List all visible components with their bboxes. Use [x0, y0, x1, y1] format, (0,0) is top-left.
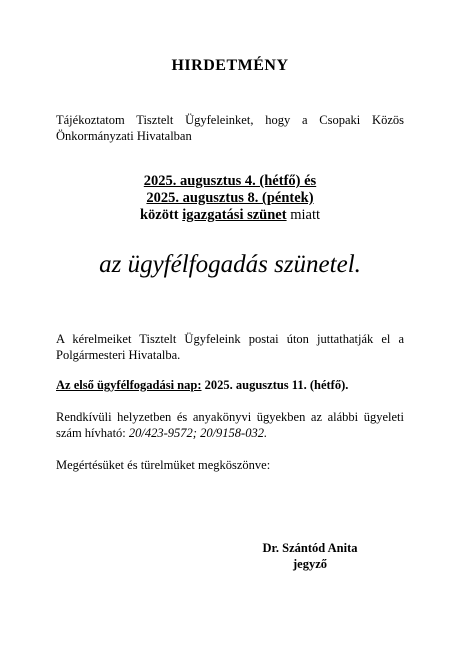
emergency-phones: 20/423-9572; 20/9158-032. — [128, 426, 268, 440]
between-word: között — [139, 207, 179, 223]
notice-title: HIRDETMÉNY — [171, 57, 289, 74]
closure-dates — [0, 173, 460, 224]
date-line-1: 2025. augusztus 4. (hétfő) és — [143, 173, 317, 189]
because-word: miatt — [290, 207, 321, 223]
emergency-text: Rendkívüli helyzetben és anyakönyvi ügyekben az alábbi ügyeleti szám hívható: — [56, 410, 404, 440]
signer-name: Dr. Szántód Anita — [262, 541, 358, 555]
closure-headline: az ügyfélfogadás szünetel. — [99, 251, 361, 278]
thanks-paragraph: Megértésüket és türelmüket megköszönve: — [56, 458, 271, 472]
signer-title: jegyző — [292, 557, 327, 571]
emergency-paragraph — [56, 409, 404, 441]
date-line-2: 2025. augusztus 8. (péntek) — [146, 190, 314, 206]
intro-paragraph: Tájékoztatom Tisztelt Ügyfeleinket, hogy a Csopaki Közös Önkormányzati Hivatalban — [56, 113, 404, 143]
signature-block — [230, 540, 390, 572]
first-day-label: Az első ügyfélfogadási nap: — [56, 378, 202, 392]
date-line-3 — [0, 207, 460, 224]
first-day-value: 2025. augusztus 11. (hétfő). — [204, 378, 349, 392]
postal-paragraph: A kérelmeiket Tisztelt Ügyfeleink postai úton juttathatják el a Polgármesteri Hivatalba. — [56, 332, 404, 362]
admin-break-text: igazgatási szünet — [182, 207, 287, 223]
first-day-paragraph — [56, 377, 404, 393]
